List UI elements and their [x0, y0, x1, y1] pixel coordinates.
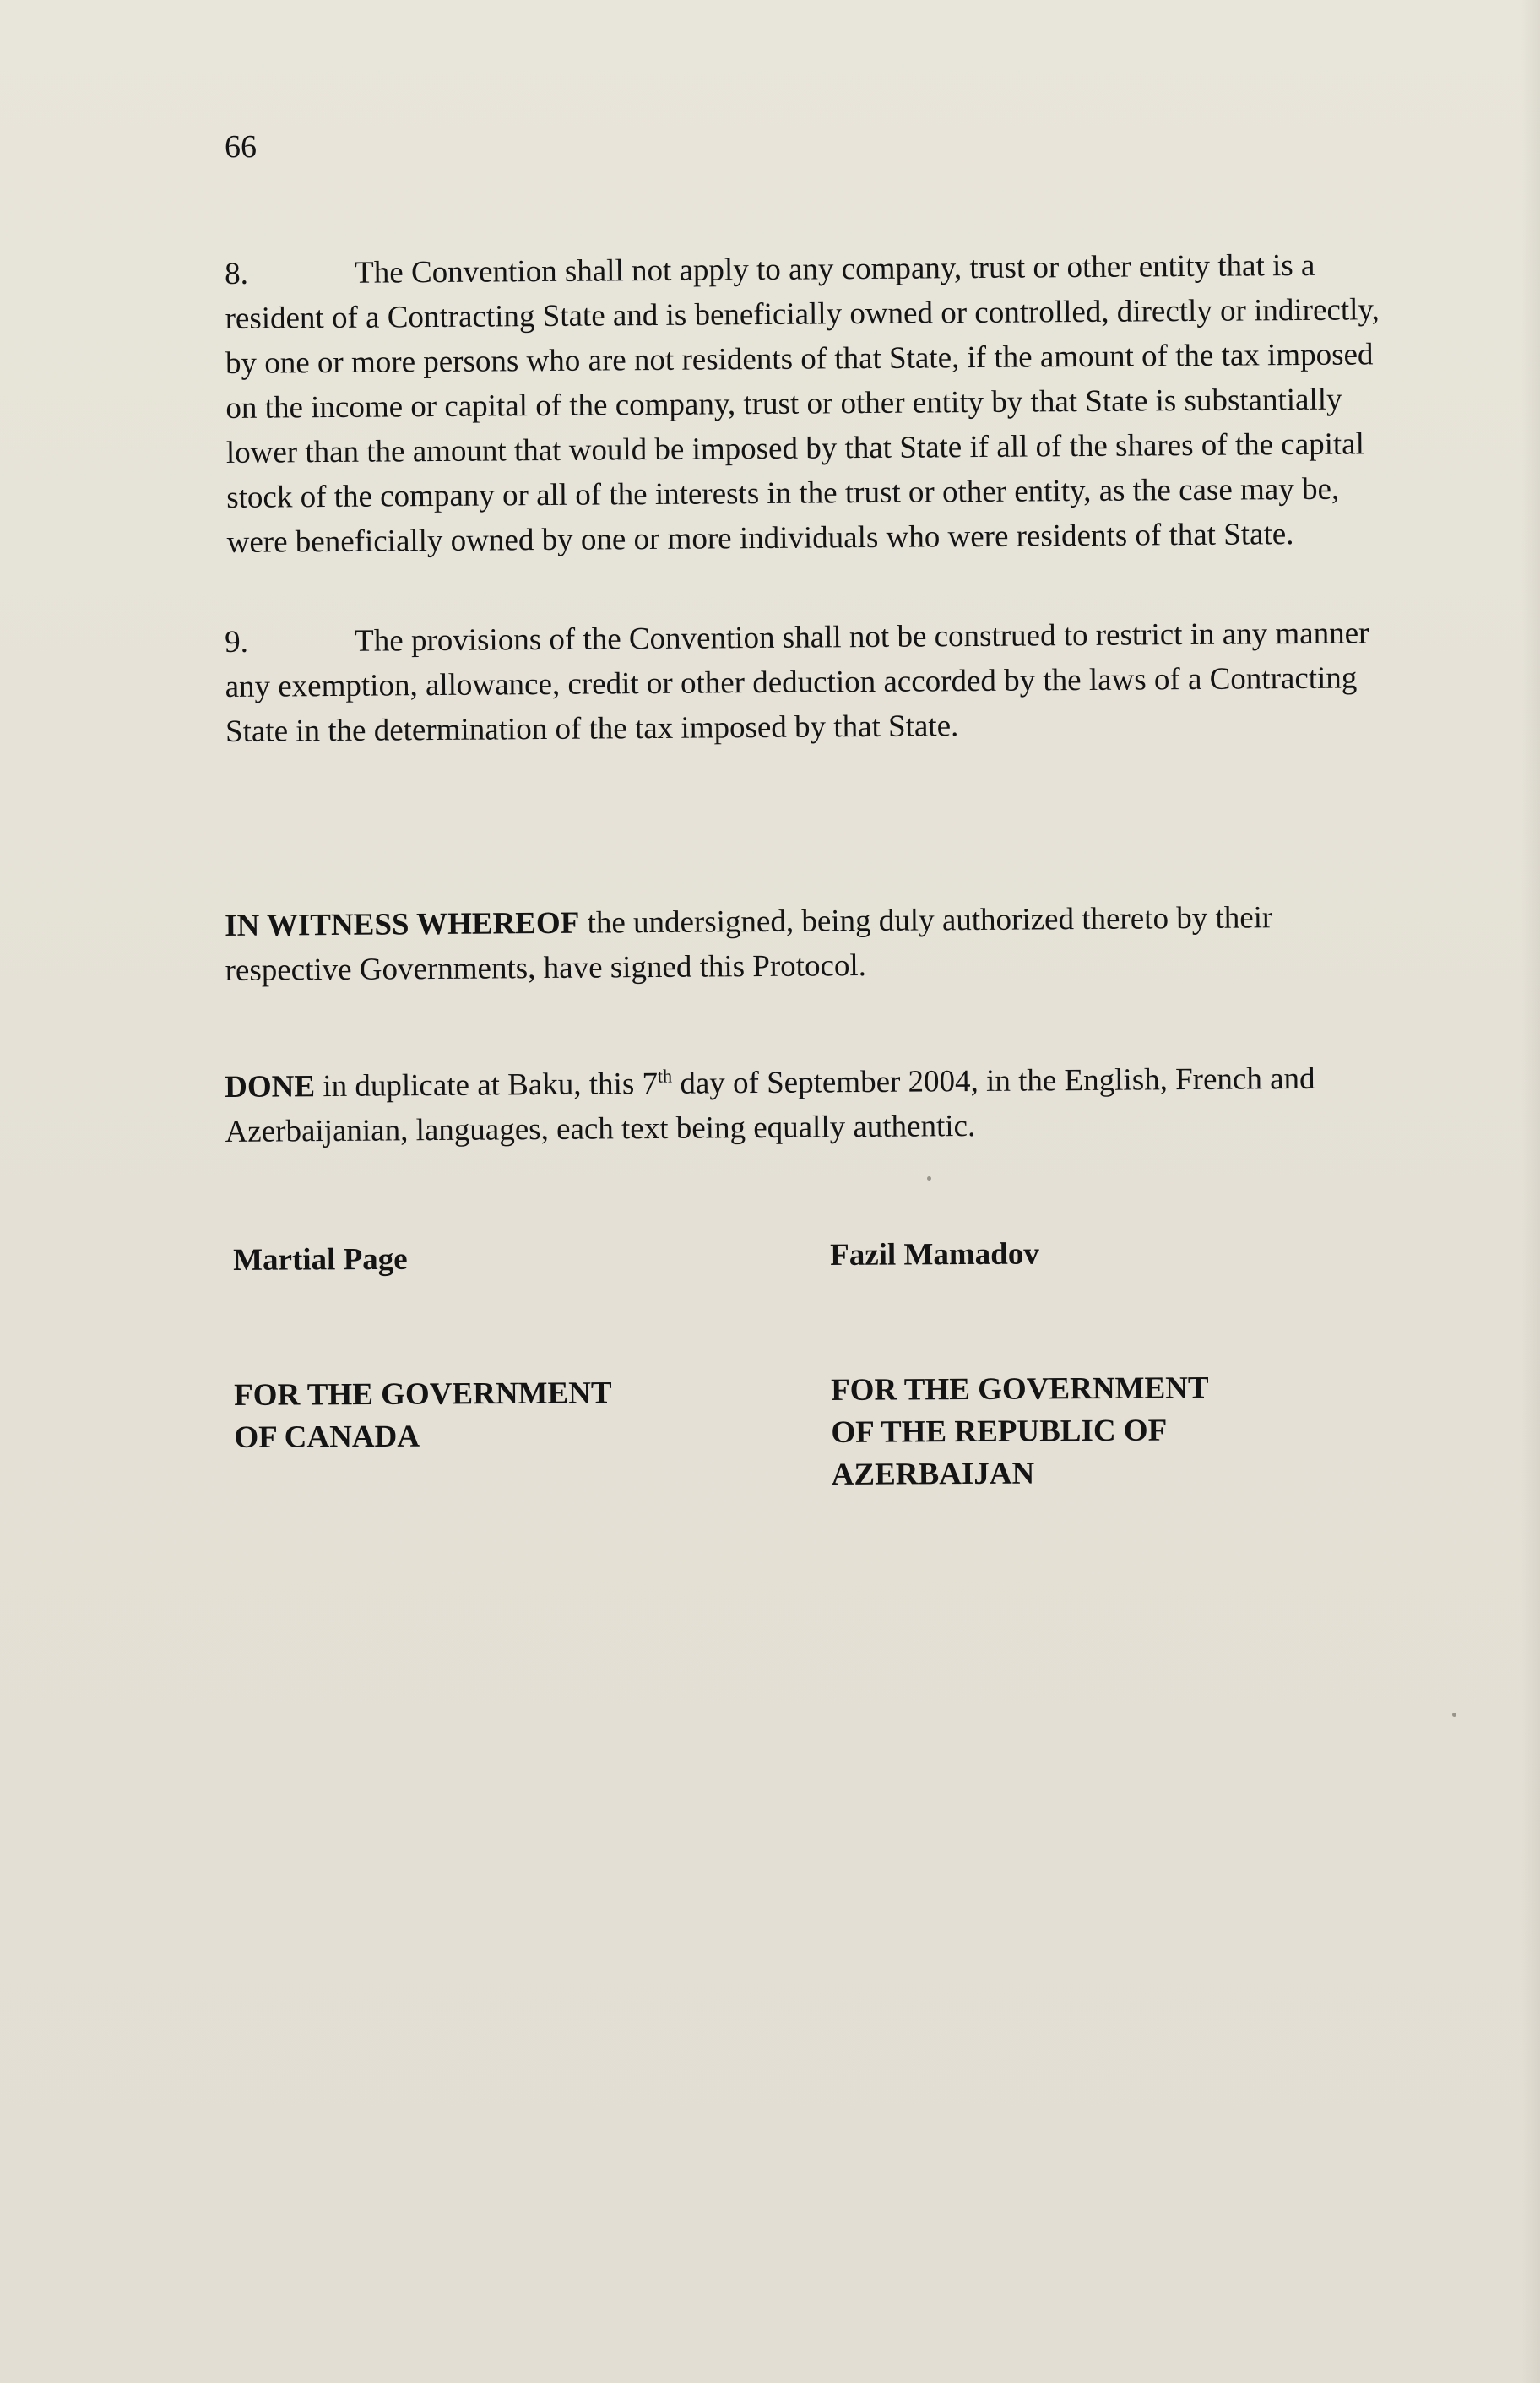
paragraph-8 [225, 242, 1392, 565]
paragraph-9 [225, 611, 1391, 754]
signatory-name-right: Fazil Mamadov [830, 1236, 1039, 1273]
done-text-after-ordinal: day of September 2004, in the English, French and Azerbaijanian, languages, each text being equally authentic. [225, 1061, 1315, 1149]
government-right-line-1: FOR THE GOVERNMENT [831, 1371, 1209, 1408]
government-right-line-3: AZERBAIJAN [831, 1456, 1035, 1492]
paragraph-8-number: 8. [225, 256, 249, 291]
signature-block-azerbaijan [830, 1231, 1372, 1496]
page-edge-shadow [1521, 0, 1540, 2383]
government-left-line-1: FOR THE GOVERNMENT [234, 1376, 612, 1413]
signatory-name-left: Martial Page [233, 1241, 408, 1278]
done-lead: DONE [225, 1069, 316, 1105]
witness-clause [225, 894, 1391, 993]
page-number: 66 [225, 129, 257, 165]
paragraph-9-text: The provisions of the Convention shall not be construed to restrict in any manner any exemption, allowance, credit or other deduction accorded by the laws of a Contracting State in the determination of the tax imposed by that State. [225, 616, 1369, 749]
done-ordinal-suffix: th [657, 1065, 673, 1087]
paragraph-9-number: 9. [225, 624, 249, 660]
scan-speck [927, 1176, 931, 1181]
done-clause [225, 1056, 1391, 1154]
signature-block-canada [233, 1237, 708, 1459]
government-left [234, 1372, 708, 1459]
witness-text: the undersigned, being duly authorized thereto by their respective Governments, have signed this Protocol. [225, 900, 1273, 988]
government-left-line-2: OF CANADA [234, 1419, 420, 1455]
done-text-before-ordinal: in duplicate at Baku, this 7 [314, 1066, 659, 1105]
government-right [831, 1366, 1372, 1496]
witness-lead: IN WITNESS WHEREOF [225, 905, 580, 943]
government-right-line-2: OF THE REPUBLIC OF [831, 1413, 1168, 1450]
paragraph-8-text: The Convention shall not apply to any company, trust or other entity that is a resident of a Contracting State and is beneficially owned or controlled, directly or indirectly, by one or more persons who are not residents of that State, if the amount of the tax imposed on the income or capital of the company, trust or other entity by that State is substantially lower than the amount that would be imposed by that State if all of the shares of the capital stock of the company or all of the interests in the trust or other entity, as the case may be, were beneficially owned by one or more individuals who were residents of that State. [225, 247, 1380, 560]
scan-speck [1452, 1713, 1456, 1717]
